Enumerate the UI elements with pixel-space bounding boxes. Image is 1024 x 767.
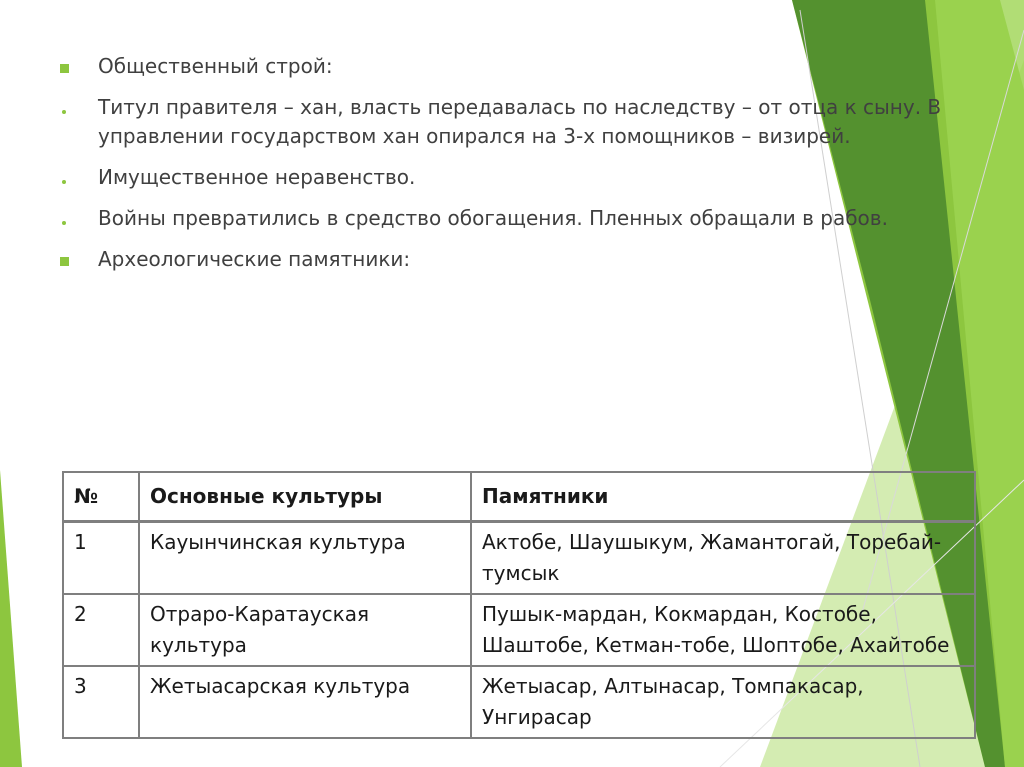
dot-bullet-icon	[60, 93, 66, 122]
column-header-monuments: Памятники	[471, 472, 975, 522]
bullet-text: Войны превратились в средство обогащения. Пленных обращали в рабов.	[98, 206, 888, 230]
bullet-text: Имущественное неравенство.	[98, 165, 416, 189]
monuments-cell: Пушык-мардан, Кокмардан, Костобе, Шаштобе, Кетман-тобе, Шоптобе, Ахайтобе	[471, 594, 975, 666]
bullet-item	[60, 93, 960, 151]
row-number: 3	[63, 666, 139, 738]
row-number: 1	[63, 522, 139, 595]
monuments-cell: Жетыасар, Алтынасар, Томпакасар, Унгирасар	[471, 666, 975, 738]
table-header-row	[63, 472, 975, 522]
table-row	[63, 522, 975, 595]
bullet-text: Титул правителя – хан, власть передавалась по наследству – от отца к сыну. В управлении государством хан опирался на 3-х помощников – визирей.	[98, 95, 942, 148]
square-bullet-icon	[60, 52, 69, 81]
column-header-cultures: Основные культуры	[139, 472, 471, 522]
table-row	[63, 666, 975, 738]
dot-bullet-icon	[60, 163, 66, 192]
column-header-number: №	[63, 472, 139, 522]
bullet-text: Общественный строй:	[98, 54, 333, 78]
table-row	[63, 594, 975, 666]
bullet-item	[60, 52, 960, 81]
row-number: 2	[63, 594, 139, 666]
culture-cell: Отраро-Каратауская культура	[139, 594, 471, 666]
bullet-text: Археологические памятники:	[98, 247, 411, 271]
culture-cell: Жетыасарская культура	[139, 666, 471, 738]
dot-bullet-icon	[60, 204, 66, 233]
monuments-table	[62, 471, 976, 739]
bullet-item	[60, 204, 960, 233]
bullet-item	[60, 245, 960, 274]
monuments-cell: Актобе, Шаушыкум, Жамантогай, Торебай-тумсык	[471, 522, 975, 595]
culture-cell: Кауынчинская культура	[139, 522, 471, 595]
bullet-item	[60, 163, 960, 192]
bullet-list	[60, 52, 960, 274]
square-bullet-icon	[60, 245, 69, 274]
